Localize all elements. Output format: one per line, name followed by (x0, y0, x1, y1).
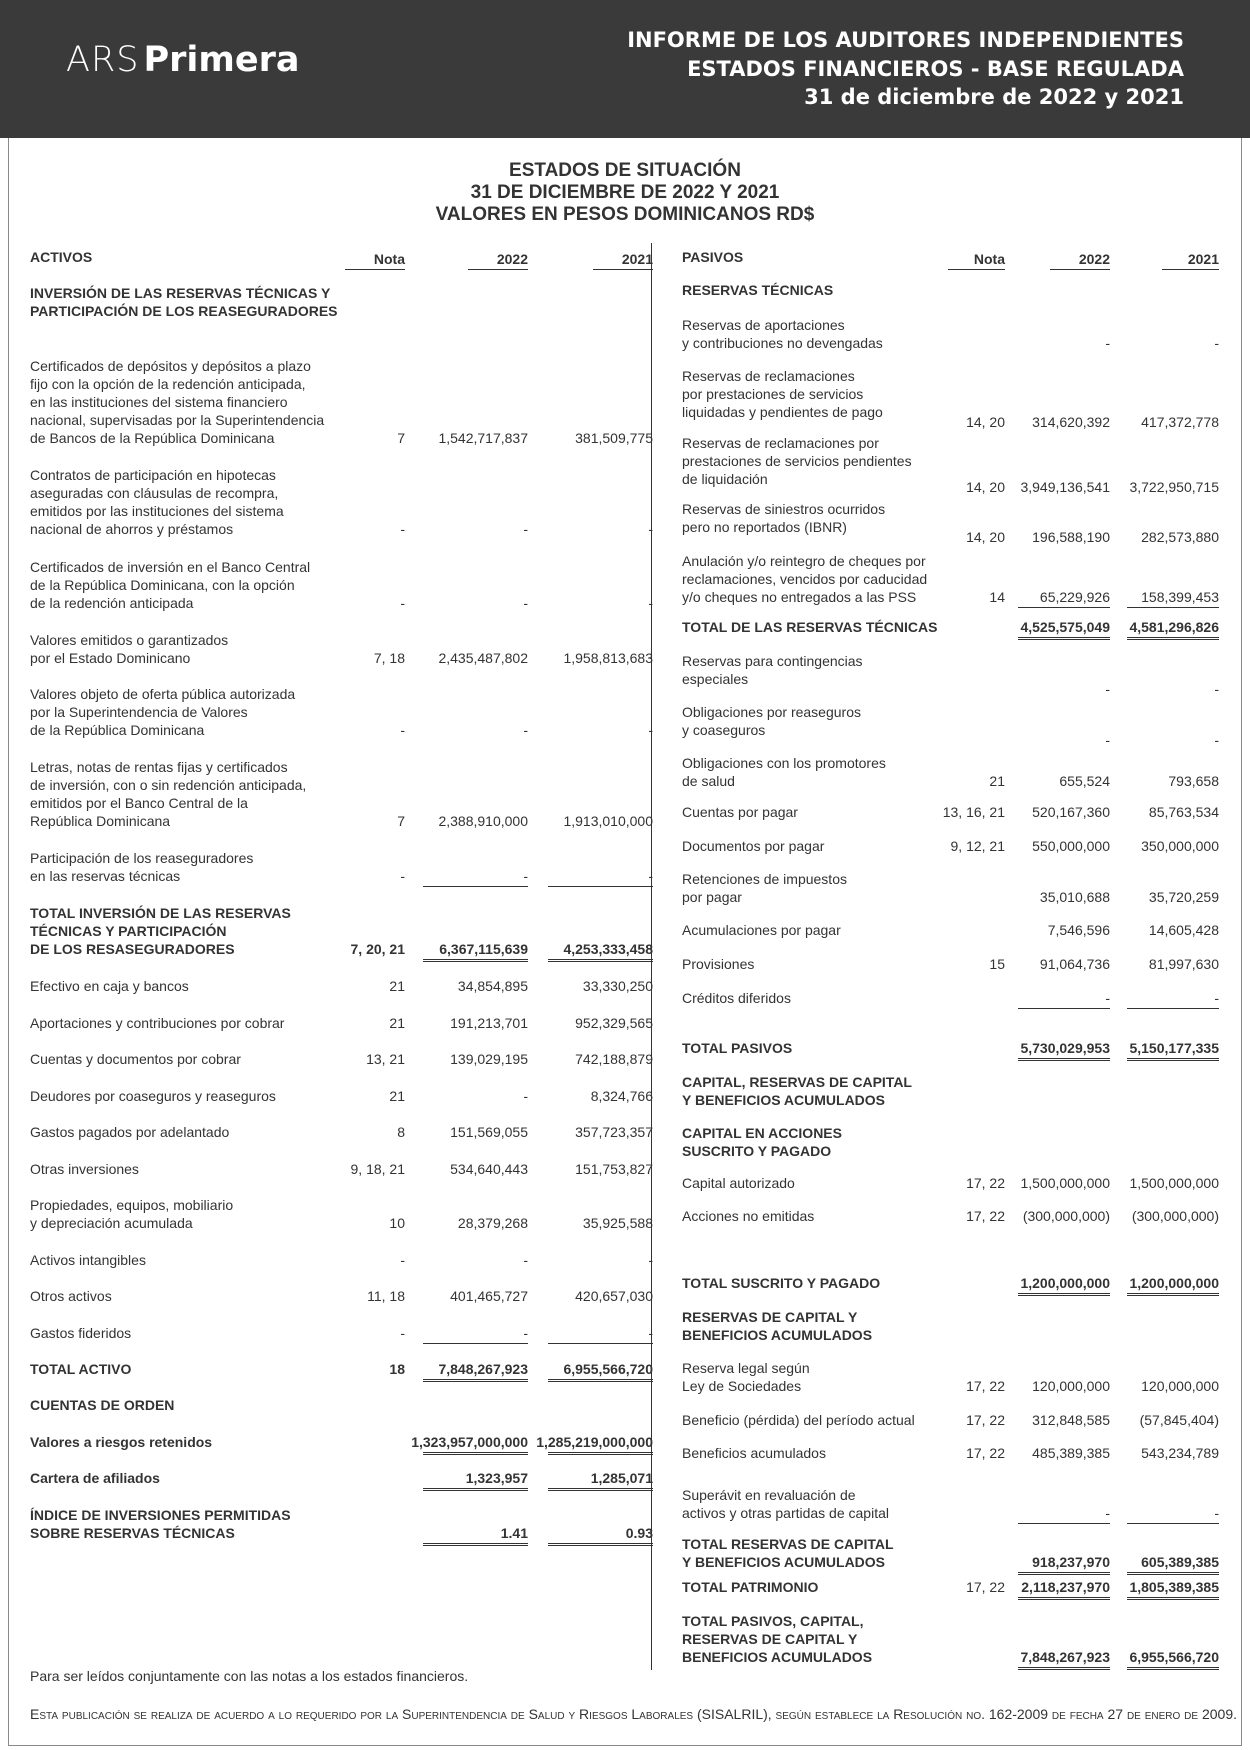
liabilities-row-label: Cuentas por pagar (682, 804, 798, 820)
assets-row-value-2021: 1,285,219,000,000 (536, 1434, 653, 1450)
liabilities-total-rule (1018, 1597, 1110, 1600)
assets-col-note: Nota (345, 250, 405, 270)
liabilities-row-value-2022: 1,500,000,000 (1020, 1175, 1110, 1191)
liabilities-row-label: Acumulaciones por pagar (682, 922, 841, 938)
liabilities-total-rule (1018, 607, 1110, 608)
liabilities-row-label: Reservas de reclamaciones por prestaciones de servicios pendientes de liquidación (682, 435, 912, 487)
liabilities-row-value-2022: 196,588,190 (1032, 529, 1110, 545)
assets-row-note: 7 (397, 813, 405, 829)
assets-row-label: Aportaciones y contribuciones por cobrar (30, 1015, 285, 1031)
report-header (0, 0, 1250, 138)
liabilities-row-value-2021: 1,805,389,385 (1129, 1579, 1219, 1595)
liabilities-row-label: Anulación y/o reintegro de cheques por reclamaciones, vencidos por caducidad y/o cheques no entregados a las PSS (682, 553, 928, 605)
liabilities-row-value-2022: 312,848,585 (1032, 1412, 1110, 1428)
liabilities-row-note: 21 (989, 773, 1005, 789)
assets-row-label: Valores objeto de oferta pública autorizada por la Superintendencia de Valores de la República Dominicana (30, 686, 296, 738)
liabilities-row-label: Obligaciones por reaseguros y coaseguros (682, 704, 861, 738)
assets-row-value-2022: 1.41 (500, 1525, 528, 1541)
liabilities-row-label: Reservas de reclamaciones por prestaciones de servicios liquidadas y pendientes de pago (682, 368, 883, 420)
assets-row-value-2022: 28,379,268 (457, 1215, 528, 1231)
report-title-line1: INFORME DE LOS AUDITORES INDEPENDIENTES (627, 28, 1184, 52)
liabilities-row-label: Créditos diferidos (682, 990, 791, 1006)
assets-row-value-2021: 4,253,333,458 (563, 941, 653, 957)
liabilities-total-rule (1127, 637, 1219, 640)
liabilities-col-note: Nota (948, 250, 1005, 270)
liabilities-row-label: TOTAL SUSCRITO Y PAGADO (682, 1275, 881, 1291)
assets-row-label: Gastos fideridos (30, 1325, 132, 1341)
assets-row-note: - (400, 521, 405, 537)
company-logo (66, 40, 299, 80)
assets-row-value-2021: - (648, 722, 653, 738)
report-title (627, 26, 1184, 112)
assets-row-note: 13, 21 (366, 1051, 405, 1067)
assets-row-value-2022: 191,213,701 (450, 1015, 528, 1031)
footnote: Para ser leídos conjuntamente con las notas a los estados financieros. (30, 1668, 469, 1684)
liabilities-row-value-2022: 918,237,970 (1032, 1554, 1110, 1570)
liabilities-total-rule (1127, 607, 1219, 608)
liabilities-row-value-2021: 81,997,630 (1148, 956, 1219, 972)
assets-row-value-2022: 2,388,910,000 (438, 813, 528, 829)
liabilities-row-label: Reservas de aportaciones y contribuciones no devengadas (682, 317, 883, 351)
liabilities-row-label: Provisiones (682, 956, 755, 972)
statement-title (0, 160, 1250, 226)
assets-row-label: TOTAL INVERSIÓN DE LAS RESERVAS TÉCNICAS Y PARTICIPACIÓN DE LOS RESASEGURADORES (30, 905, 291, 957)
liabilities-row-value-2021: 120,000,000 (1141, 1378, 1219, 1394)
liabilities-row-label: TOTAL PASIVOS (682, 1040, 793, 1056)
logo-name: Primera (143, 40, 300, 80)
report-title-line3: 31 de diciembre de 2022 y 2021 (804, 85, 1184, 109)
assets-row-label: Certificados de depósitos y depósitos a plazo fijo con la opción de la redención anticipada, en las instituciones del sistema financiero nacional, supervisadas por la Superintendencia de Bancos de la República Dominicana (30, 358, 325, 446)
assets-row-value-2022: 401,465,727 (450, 1288, 528, 1304)
liabilities-row-value-2022: - (1105, 335, 1110, 351)
assets-row-note: 7 (397, 430, 405, 446)
liabilities-total-rule (1018, 1523, 1110, 1524)
liabilities-row-value-2021: - (1214, 990, 1219, 1006)
liabilities-total-rule (1127, 1523, 1219, 1524)
liabilities-row-value-2021: - (1214, 732, 1219, 748)
liabilities-row-value-2022: - (1105, 681, 1110, 697)
liabilities-row-note: 17, 22 (966, 1378, 1005, 1394)
liabilities-row-label: Obligaciones con los promotores de salud (682, 755, 886, 789)
liabilities-row-label: Capital autorizado (682, 1175, 795, 1191)
assets-row-label: Valores emitidos o garantizados por el Estado Dominicano (30, 632, 229, 666)
assets-row-note: - (400, 868, 405, 884)
liabilities-row-label: Beneficio (pérdida) del período actual (682, 1412, 915, 1428)
liabilities-row-value-2022: - (1105, 732, 1110, 748)
assets-row-label: ÍNDICE DE INVERSIONES PERMITIDAS SOBRE RESERVAS TÉCNICAS (30, 1507, 291, 1541)
liabilities-total-rule (1127, 1667, 1219, 1670)
assets-row-note: - (400, 722, 405, 738)
liabilities-total-rule (1018, 1572, 1110, 1575)
liabilities-row-value-2021: 1,200,000,000 (1129, 1275, 1219, 1291)
liabilities-col-2021: 2021 (1162, 250, 1219, 270)
liabilities-total-rule (1018, 637, 1110, 640)
liabilities-row-value-2021: 35,720,259 (1148, 889, 1219, 905)
assets-total-rule (423, 1543, 528, 1546)
liabilities-total-rule (1127, 1597, 1219, 1600)
assets-row-label: Gastos pagados por adelantado (30, 1124, 230, 1140)
liabilities-row-value-2022: 3,949,136,541 (1020, 479, 1110, 495)
assets-row-value-2021: - (648, 521, 653, 537)
assets-row-note: 7, 20, 21 (350, 941, 405, 957)
assets-row-value-2022: 1,323,957,000,000 (411, 1434, 528, 1450)
assets-row-label: Activos intangibles (30, 1252, 146, 1268)
liabilities-row-value-2022: 4,525,575,049 (1020, 619, 1110, 635)
assets-total-rule (423, 1343, 528, 1344)
assets-row-value-2022: - (523, 1088, 528, 1104)
liabilities-row-label: TOTAL RESERVAS DE CAPITAL Y BENEFICIOS ACUMULADOS (682, 1536, 894, 1570)
assets-row-note: 10 (389, 1215, 405, 1231)
assets-total-rule (548, 1343, 653, 1344)
assets-row-label: CUENTAS DE ORDEN (30, 1397, 175, 1413)
liabilities-row-label: RESERVAS DE CAPITAL Y BENEFICIOS ACUMULADOS (682, 1309, 873, 1343)
assets-row-value-2021: 1,285,071 (590, 1470, 653, 1486)
assets-row-value-2021: 151,753,827 (575, 1161, 653, 1177)
liabilities-row-value-2022: 655,524 (1059, 773, 1110, 789)
assets-row-value-2022: - (523, 1325, 528, 1341)
liabilities-row-value-2021: 6,955,566,720 (1129, 1649, 1219, 1665)
liabilities-row-value-2022: 91,064,736 (1039, 956, 1110, 972)
liabilities-row-value-2022: 120,000,000 (1032, 1378, 1110, 1394)
assets-row-value-2022: 6,367,115,639 (439, 941, 528, 957)
assets-row-value-2022: - (523, 521, 528, 537)
assets-total-rule (548, 886, 653, 887)
assets-row-note: - (400, 595, 405, 611)
liabilities-row-label: CAPITAL, RESERVAS DE CAPITAL Y BENEFICIOS ACUMULADOS (682, 1074, 912, 1108)
liabilities-row-label: Reservas de siniestros ocurridos pero no reportados (IBNR) (682, 501, 886, 535)
assets-col-2021: 2021 (593, 250, 653, 270)
liabilities-total-rule (1127, 1058, 1219, 1061)
assets-row-value-2021: 952,329,565 (575, 1015, 653, 1031)
assets-total-rule (548, 1452, 653, 1455)
liabilities-row-note: 15 (989, 956, 1005, 972)
assets-row-value-2021: - (648, 1252, 653, 1268)
assets-row-value-2021: - (648, 868, 653, 884)
assets-row-label: Otros activos (30, 1288, 112, 1304)
liabilities-row-value-2022: 1,200,000,000 (1020, 1275, 1110, 1291)
liabilities-row-value-2021: 158,399,453 (1141, 589, 1219, 605)
assets-row-value-2021: 1,913,010,000 (563, 813, 653, 829)
assets-col-2022: 2022 (468, 250, 528, 270)
assets-row-note: 21 (389, 1015, 405, 1031)
liabilities-row-value-2022: 65,229,926 (1039, 589, 1110, 605)
assets-row-label: Contratos de participación en hipotecas aseguradas con cláusulas de recompra, emitidos por las instituciones del sistema nacional de ahorros y préstamos (30, 467, 284, 537)
assets-row-value-2022: 1,323,957 (465, 1470, 528, 1486)
assets-row-value-2021: 0.93 (625, 1525, 653, 1541)
liabilities-heading: PASIVOS (682, 249, 744, 265)
liabilities-row-value-2022: 7,848,267,923 (1020, 1649, 1110, 1665)
liabilities-total-rule (1018, 1008, 1110, 1009)
liabilities-row-value-2021: 282,573,880 (1141, 529, 1219, 545)
assets-row-label: Otras inversiones (30, 1161, 139, 1177)
assets-total-rule (423, 1452, 528, 1455)
assets-row-note: 8 (397, 1124, 405, 1140)
assets-row-value-2021: 357,723,357 (575, 1124, 653, 1140)
legal-notice: Esta publicación se realiza de acuerdo a lo requerido por la Superintendencia de Salud y Riesgos Laborales (SISALRIL), según establece la Resolución no. 162-2009 de fecha 27 de enero de 2009. (30, 1706, 1237, 1722)
assets-row-label: TOTAL ACTIVO (30, 1361, 132, 1377)
liabilities-row-value-2022: - (1105, 1505, 1110, 1521)
liabilities-row-value-2022: 35,010,688 (1039, 889, 1110, 905)
assets-row-note: 21 (389, 978, 405, 994)
liabilities-row-note: 9, 12, 21 (950, 838, 1005, 854)
liabilities-row-value-2021: 417,372,778 (1141, 414, 1219, 430)
liabilities-row-label: Documentos por pagar (682, 838, 825, 854)
assets-row-value-2021: 420,657,030 (575, 1288, 653, 1304)
assets-row-note: 11, 18 (367, 1288, 405, 1304)
liabilities-row-value-2021: 14,605,428 (1148, 922, 1219, 938)
liabilities-row-label: Acciones no emitidas (682, 1208, 815, 1224)
liabilities-row-value-2021: 605,389,385 (1141, 1554, 1219, 1570)
liabilities-row-value-2021: 5,150,177,335 (1129, 1040, 1219, 1056)
assets-row-label: Letras, notas de rentas fijas y certificados de inversión, con o sin redención anticipada, emitidos por el Banco Central de la República Dominicana (30, 759, 307, 829)
liabilities-row-note: 17, 22 (966, 1175, 1005, 1191)
liabilities-total-rule (1127, 1008, 1219, 1009)
assets-row-value-2022: - (523, 722, 528, 738)
assets-row-value-2021: - (648, 595, 653, 611)
liabilities-row-value-2021: (57,845,404) (1139, 1412, 1219, 1428)
assets-section-investments: INVERSIÓN DE LAS RESERVAS TÉCNICAS Y PARTICIPACIÓN DE LOS REASEGURADORES (30, 285, 338, 319)
liabilities-row-value-2022: 314,620,392 (1032, 414, 1110, 430)
report-title-line2: ESTADOS FINANCIEROS - BASE REGULADA (687, 56, 1184, 81)
liabilities-row-value-2021: - (1214, 681, 1219, 697)
liabilities-row-value-2022: 2,118,237,970 (1021, 1579, 1110, 1595)
assets-row-note: - (400, 1325, 405, 1341)
liabilities-row-value-2022: - (1105, 990, 1110, 1006)
assets-row-value-2022: 1,542,717,837 (438, 430, 528, 446)
assets-row-label: Cuentas y documentos por cobrar (30, 1051, 241, 1067)
assets-row-note: 9, 18, 21 (350, 1161, 405, 1177)
assets-total-rule (548, 1488, 653, 1491)
liabilities-row-note: 14, 20 (966, 529, 1005, 545)
liabilities-row-value-2021: 793,658 (1168, 773, 1219, 789)
liabilities-row-label: Retenciones de impuestos por pagar (682, 871, 847, 905)
assets-row-value-2022: 139,029,195 (450, 1051, 528, 1067)
liabilities-row-label: RESERVAS TÉCNICAS (682, 282, 834, 298)
liabilities-row-note: 14 (989, 589, 1005, 605)
liabilities-row-label: TOTAL DE LAS RESERVAS TÉCNICAS (682, 619, 938, 635)
liabilities-row-value-2022: 5,730,029,953 (1020, 1040, 1110, 1056)
statement-title-line2: 31 DE DICIEMBRE DE 2022 Y 2021 (470, 182, 780, 203)
assets-row-value-2021: 742,188,879 (575, 1051, 653, 1067)
assets-row-value-2022: 7,848,267,923 (438, 1361, 528, 1377)
assets-row-value-2021: 8,324,766 (590, 1088, 653, 1104)
liabilities-total-rule (1018, 1667, 1110, 1670)
liabilities-row-label: TOTAL PATRIMONIO (682, 1579, 819, 1595)
assets-row-label: Propiedades, equipos, mobiliario y depreciación acumulada (30, 1197, 234, 1231)
statement-title-line1: ESTADOS DE SITUACIÓN (509, 160, 741, 181)
assets-row-value-2021: 6,955,566,720 (563, 1361, 653, 1377)
liabilities-row-value-2021: 4,581,296,826 (1129, 619, 1219, 635)
assets-row-value-2022: - (523, 595, 528, 611)
assets-row-label: Efectivo en caja y bancos (30, 978, 189, 994)
liabilities-row-note: 13, 16, 21 (942, 804, 1005, 820)
liabilities-row-value-2021: (300,000,000) (1131, 1208, 1219, 1224)
assets-row-label: Certificados de inversión en el Banco Central de la República Dominicana, con la opción de la redención anticipada (30, 559, 311, 611)
liabilities-total-rule (1018, 1293, 1110, 1296)
liabilities-row-value-2022: (300,000,000) (1022, 1208, 1110, 1224)
assets-total-rule (548, 1543, 653, 1546)
statement-title-line3: VALORES EN PESOS DOMINICANOS RD$ (435, 204, 815, 225)
liabilities-row-value-2021: 1,500,000,000 (1129, 1175, 1219, 1191)
assets-row-label: Cartera de afiliados (30, 1470, 160, 1486)
assets-row-value-2021: 33,330,250 (582, 978, 653, 994)
liabilities-row-value-2021: - (1214, 335, 1219, 351)
assets-row-note: - (400, 1252, 405, 1268)
assets-total-rule (423, 886, 528, 887)
liabilities-row-value-2021: 350,000,000 (1141, 838, 1219, 854)
liabilities-row-value-2021: - (1214, 1505, 1219, 1521)
assets-row-label: Participación de los reaseguradores en las reservas técnicas (30, 850, 254, 884)
liabilities-row-note: 17, 22 (966, 1445, 1005, 1461)
liabilities-total-rule (1127, 1572, 1219, 1575)
assets-row-value-2022: 34,854,895 (457, 978, 528, 994)
liabilities-row-label: Superávit en revaluación de activos y otras partidas de capital (682, 1487, 889, 1521)
assets-heading: ACTIVOS (30, 249, 93, 265)
liabilities-row-label: TOTAL PASIVOS, CAPITAL, RESERVAS DE CAPITAL Y BENEFICIOS ACUMULADOS (682, 1613, 873, 1665)
liabilities-row-value-2021: 3,722,950,715 (1129, 479, 1219, 495)
assets-total-rule (548, 959, 653, 962)
liabilities-row-value-2021: 85,763,534 (1148, 804, 1219, 820)
assets-row-value-2022: 2,435,487,802 (438, 650, 528, 666)
liabilities-row-value-2022: 485,389,385 (1032, 1445, 1110, 1461)
assets-row-value-2022: - (523, 868, 528, 884)
liabilities-total-rule (1127, 1293, 1219, 1296)
liabilities-col-2022: 2022 (1050, 250, 1110, 270)
assets-total-rule (548, 1379, 653, 1382)
liabilities-row-note: 17, 22 (966, 1412, 1005, 1428)
logo-prefix: ARS (66, 40, 140, 80)
liabilities-row-label: CAPITAL EN ACCIONES SUSCRITO Y PAGADO (682, 1125, 842, 1159)
liabilities-row-label: Beneficios acumulados (682, 1445, 826, 1461)
liabilities-row-value-2022: 550,000,000 (1032, 838, 1110, 854)
assets-row-note: 21 (389, 1088, 405, 1104)
liabilities-row-note: 14, 20 (966, 479, 1005, 495)
liabilities-row-value-2022: 520,167,360 (1032, 804, 1110, 820)
liabilities-row-label: Reserva legal según Ley de Sociedades (682, 1360, 810, 1394)
assets-row-label: Valores a riesgos retenidos (30, 1434, 213, 1450)
liabilities-row-value-2022: 7,546,596 (1047, 922, 1110, 938)
assets-row-label: Deudores por coaseguros y reaseguros (30, 1088, 276, 1104)
liabilities-row-note: 17, 22 (966, 1208, 1005, 1224)
assets-total-rule (423, 959, 528, 962)
assets-row-value-2021: 1,958,813,683 (563, 650, 653, 666)
assets-total-rule (423, 1488, 528, 1491)
assets-row-note: 18 (389, 1361, 405, 1377)
assets-row-value-2021: - (648, 1325, 653, 1341)
assets-row-value-2022: 151,569,055 (450, 1124, 528, 1140)
assets-row-value-2022: 534,640,443 (450, 1161, 528, 1177)
assets-row-note: 7, 18 (373, 650, 405, 666)
liabilities-row-note: 14, 20 (966, 414, 1005, 430)
liabilities-row-value-2021: 543,234,789 (1141, 1445, 1219, 1461)
liabilities-row-note: 17, 22 (966, 1579, 1005, 1595)
assets-row-value-2022: - (523, 1252, 528, 1268)
liabilities-row-label: Reservas para contingencias especiales (682, 653, 863, 687)
assets-total-rule (423, 1379, 528, 1382)
assets-row-value-2021: 381,509,775 (575, 430, 653, 446)
assets-row-value-2021: 35,925,588 (582, 1215, 653, 1231)
liabilities-total-rule (1018, 1058, 1110, 1061)
